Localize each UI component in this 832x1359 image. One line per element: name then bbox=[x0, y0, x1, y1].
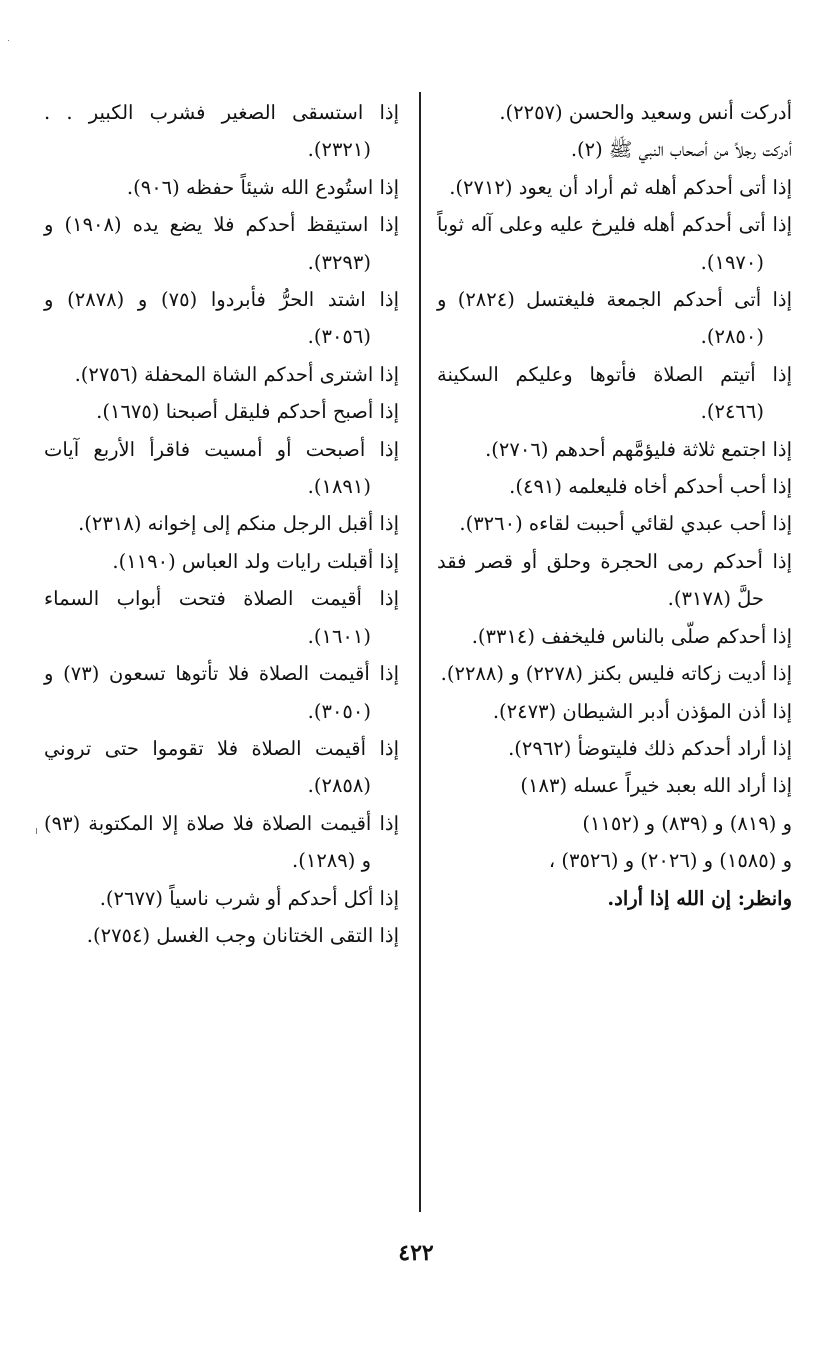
index-entry: إذا اشترى أحدكم الشاة المحفلة (٢٧٥٦). bbox=[74, 362, 399, 386]
index-entry: إذا أحب أحدكم أخاه فليعلمه (٤٩١). bbox=[509, 475, 792, 499]
index-entry: أدركت أنس وسعيد والحسن (٢٢٥٧). bbox=[499, 101, 792, 124]
index-entry: إذا أحدكم صلّى بالناس فليخفف (٣٣١٤). bbox=[471, 624, 792, 648]
index-entry: إذا اشتد الحرُّ فأبردوا (٧٥) و (٢٨٧٨) و (٣٠٥٦). bbox=[44, 288, 399, 349]
index-entry: إذا أقبل الرجل منكم إلى إخوانه (٢٣١٨). bbox=[78, 512, 399, 536]
column-divider bbox=[419, 92, 421, 1212]
index-entry-continuation: و (٨١٩) و (٨٣٩) و (١١٥٢) bbox=[582, 811, 792, 835]
scan-speck bbox=[36, 828, 37, 834]
index-entry: إذا أصبحت أو أمسيت فاقرأ الأربع آيات (١٨٩١). bbox=[44, 437, 399, 499]
index-entry: إذا أقيمت الصلاة فلا تأتوها تسعون (٧٣) و (٣٠٥٠). bbox=[44, 662, 399, 723]
index-entry: إذا أكل أحدكم أو شرب ناسياً (٢٦٧٧). bbox=[99, 886, 399, 910]
index-entry: إذا أتيتم الصلاة فأتوها وعليكم السكينة (٢٤٦٦). bbox=[437, 362, 792, 424]
index-entry: إذا أقيمت الصلاة فلا صلاة إلا المكتوبة (٩٣) و (١٢٨٩). bbox=[44, 811, 399, 873]
index-entry: إذا أقيمت الصلاة فلا تقوموا حتى تروني (٢٨٥٨). bbox=[44, 736, 399, 798]
index-entry: إذا أراد الله بعبد خيراً عسله (١٨٣) bbox=[520, 774, 792, 798]
index-entry: إذا اجتمع ثلاثة فليؤمَّهم أحدهم (٢٧٠٦). bbox=[485, 437, 792, 461]
index-entry: إذا استيقظ أحدكم فلا يضع يده (١٩٠٨) و (٣٢٩٣). bbox=[44, 213, 399, 274]
index-entry: إذا أحب عبدي لقائي أحببت لقاءه (٣٢٦٠). bbox=[459, 512, 792, 536]
index-entry-continuation: و (١٥٨٥) و (٢٠٢٦) و (٣٥٢٦) ، bbox=[548, 849, 792, 873]
index-entry: إذا أتى أحدكم الجمعة فليغتسل (٢٨٢٤) و (٢٨٥٠). bbox=[437, 288, 792, 349]
index-entry: إذا أديت زكاته فليس بكنز (٢٢٧٨) و (٢٢٨٨). bbox=[440, 662, 792, 686]
index-entry: إذا أتى أحدكم أهله ثم أراد أن يعود (٢٧١٢). bbox=[449, 175, 792, 199]
index-entry: إذا أذن المؤذن أدبر الشيطان (٢٤٧٣). bbox=[492, 699, 792, 723]
index-entry: إذا استُودع الله شيئاً حفظه (٩٠٦). bbox=[126, 175, 399, 199]
index-entry: إذا أقيمت الصلاة فتحت أبواب السماء (١٦٠١). bbox=[44, 587, 399, 648]
index-entry: إذا التقى الختانان وجب الغسل (٢٧٥٤). bbox=[86, 923, 399, 947]
index-entry: إذا أتى أحدكم أهله فليرخ عليه وعلى آله ثوباً (١٩٧٠). bbox=[437, 213, 792, 274]
page-number: ٤٢٢ bbox=[398, 1240, 434, 1266]
index-entry: إذا أقبلت رايات ولد العباس (١١٩٠). bbox=[112, 549, 399, 573]
index-entry: إذا استسقى الصغير فشرب الكبير . . (٢٣٢١). bbox=[44, 101, 399, 162]
see-also-note: وانظر: إن الله إذا أراد. bbox=[607, 886, 792, 910]
index-entry: إذا أحدكم رمى الحجرة وحلق أو قصر فقد حلَّ (٣١٧٨). bbox=[437, 549, 792, 611]
index-entry: أدركت رجلاً من أصحاب النبي ﷺ (٢). bbox=[570, 138, 792, 162]
index-entry: إذا أصبح أحدكم فليقل أصبحنا (١٦٧٥). bbox=[96, 400, 399, 424]
index-column-right bbox=[437, 94, 792, 917]
scan-speck bbox=[8, 40, 9, 41]
index-column-left bbox=[44, 94, 399, 954]
index-entry: إذا أراد أحدكم ذلك فليتوضأ (٢٩٦٢). bbox=[508, 736, 792, 760]
